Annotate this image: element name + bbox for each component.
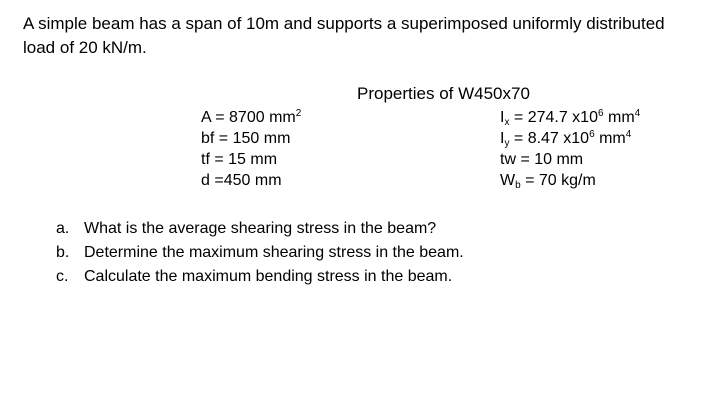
question-text: Determine the maximum shearing stress in the beam.	[84, 244, 464, 261]
properties-left-column	[201, 107, 301, 191]
property-moment-of-inertia-y: $I_y = 8.47$ $x10^6$ $mm^4$	[500, 129, 632, 149]
question-letter: b.	[56, 244, 70, 261]
question-letter: a.	[56, 220, 70, 237]
property-depth: d =450 mm	[201, 172, 282, 189]
property-moment-of-inertia-x: $I_x = 274.7$ $x10^6$ $mm^4$	[500, 108, 641, 128]
question-text: What is the average shearing stress in the beam?	[84, 220, 437, 237]
question-list	[56, 217, 464, 289]
properties-title: Properties of W450x70	[357, 84, 530, 103]
property-beam-weight: $W_b = 70$ kg/m	[500, 172, 596, 191]
question-item	[56, 265, 464, 289]
property-flange-thickness: tf = 15 mm	[201, 151, 278, 168]
property-flange-width: bf = 150 mm	[201, 130, 291, 147]
question-letter: c.	[56, 268, 69, 285]
question-item	[56, 217, 464, 241]
property-web-thickness: tw = 10 mm	[500, 151, 584, 168]
property-area: A = 8700 $mm^2$	[201, 108, 302, 126]
question-text: Calculate the maximum bending stress in the beam.	[84, 268, 453, 285]
question-item	[56, 241, 464, 265]
problem-statement: A simple beam has a span of 10m and supports a superimposed uniformly distributed load of 20 kN/m.	[23, 14, 665, 57]
properties-right-column	[500, 107, 640, 191]
